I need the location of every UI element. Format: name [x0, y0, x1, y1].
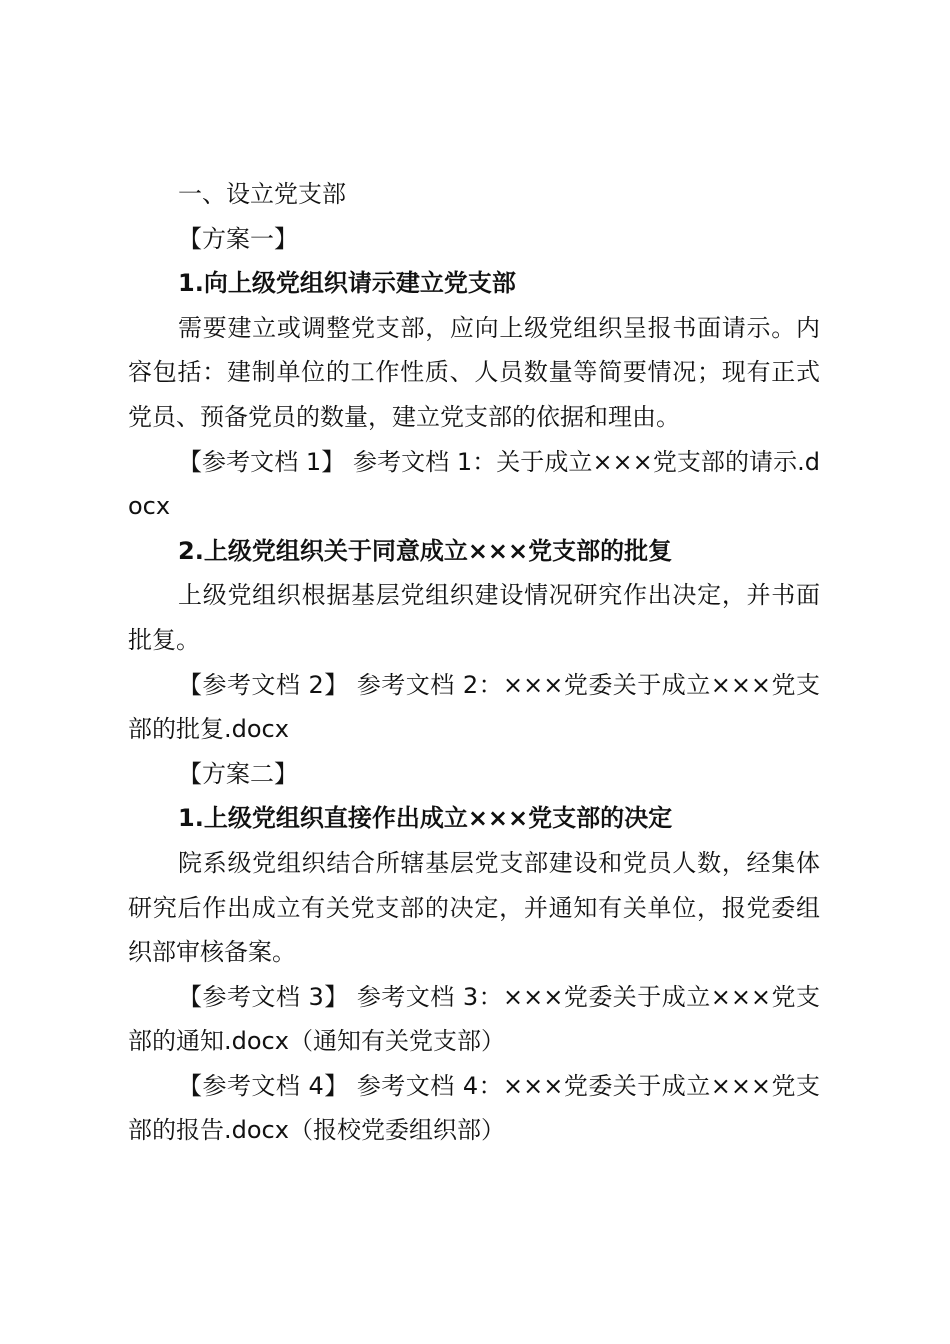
body-paragraph: 上级党组织根据基层党组织建设情况研究作出决定，并书面批复。 [128, 581, 820, 654]
step-heading: 1.上级党组织直接作出成立×××党支部的决定 [178, 804, 673, 833]
reference-document: 【参考文档 2】 参考文档 2：×××党委关于成立×××党支部的批复.docx [128, 670, 820, 744]
step-heading: 2.上级党组织关于同意成立×××党支部的批复 [178, 536, 673, 565]
body-paragraph: 院系级党组织结合所辖基层党支部建设和党员人数，经集体研究后作出成立有关党支部的决定，并通知有关单位，报党委组织部审核备案。 [128, 848, 820, 967]
body-paragraph: 需要建立或调整党支部，应向上级党组织呈报书面请示。内容包括：建制单位的工作性质、人员数量等简要情况；现有正式党员、预备党员的数量，建立党支部的依据和理由。 [128, 313, 820, 431]
section-heading: 一、设立党支部 [178, 180, 346, 208]
plan-label: 【方案一】 [178, 224, 298, 253]
document-body [128, 172, 820, 1153]
reference-document: 【参考文档 3】 参考文档 3：×××党委关于成立×××党支部的通知.docx（通知有关党支部） [128, 982, 820, 1056]
plan-label: 【方案二】 [178, 759, 298, 788]
step-heading: 1.向上级党组织请示建立党支部 [178, 269, 516, 298]
reference-document: 【参考文档 4】 参考文档 4：×××党委关于成立×××党支部的报告.docx（报校党委组织部） [128, 1071, 820, 1145]
reference-document: 【参考文档 1】 参考文档 1：关于成立×××党支部的请示.docx [128, 447, 820, 521]
